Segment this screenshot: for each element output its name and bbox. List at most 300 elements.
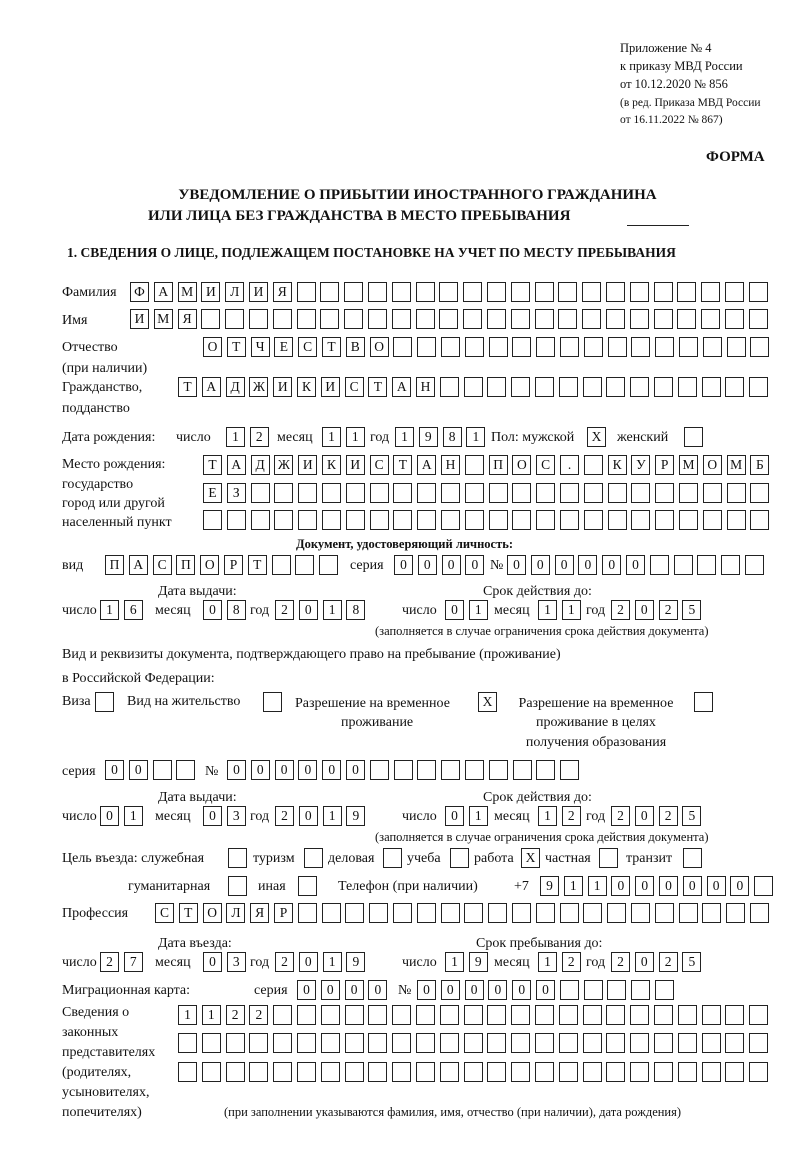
profession-char-box[interactable] — [655, 903, 674, 923]
citizenship-char-box[interactable] — [464, 377, 483, 397]
birthplace1-char-box[interactable]: П — [489, 455, 508, 475]
name-char-box[interactable] — [654, 309, 673, 329]
sex-male-checkbox[interactable]: X — [587, 427, 606, 447]
profession-char-box[interactable]: Я — [250, 903, 269, 923]
surname-char-box[interactable]: И — [201, 282, 220, 302]
name-char-box[interactable]: М — [154, 309, 173, 329]
reps1-char-box[interactable]: 2 — [226, 1005, 245, 1025]
birthplace1-char-box[interactable]: М — [679, 455, 698, 475]
profession-char-box[interactable] — [583, 903, 602, 923]
birthplace3-char-box[interactable] — [251, 510, 270, 530]
rd-valid-day-char-box[interactable]: 1 — [469, 806, 488, 826]
birthplace2-char-box[interactable] — [370, 483, 389, 503]
birthplace1-char-box[interactable]: К — [608, 455, 627, 475]
birthplace1-char-box[interactable]: У — [631, 455, 650, 475]
name-char-box[interactable] — [416, 309, 435, 329]
reps3-char-box[interactable] — [702, 1062, 721, 1082]
birthplace3-char-box[interactable] — [560, 510, 579, 530]
reps3-char-box[interactable] — [368, 1062, 387, 1082]
birthplace1-char-box[interactable]: Б — [750, 455, 769, 475]
birthplace3-char-box[interactable] — [370, 510, 389, 530]
stay-year-char-box[interactable]: 0 — [635, 952, 654, 972]
name-char-box[interactable] — [225, 309, 244, 329]
id-valid-year-char-box[interactable]: 2 — [659, 600, 678, 620]
birth-year-char-box[interactable]: 1 — [466, 427, 485, 447]
patronymic-char-box[interactable]: О — [203, 337, 222, 357]
profession-char-box[interactable] — [393, 903, 412, 923]
profession-char-box[interactable] — [726, 903, 745, 923]
birthplace1-char-box[interactable]: А — [417, 455, 436, 475]
birthplace3-char-box[interactable] — [227, 510, 246, 530]
reps1-char-box[interactable] — [725, 1005, 744, 1025]
reps1-char-box[interactable] — [583, 1005, 602, 1025]
mc-number-char-box[interactable] — [655, 980, 674, 1000]
birth-year-char-box[interactable]: 8 — [443, 427, 462, 447]
citizenship-char-box[interactable] — [678, 377, 697, 397]
birthplace1-char-box[interactable]: О — [703, 455, 722, 475]
reps1-char-box[interactable] — [321, 1005, 340, 1025]
reps2-char-box[interactable] — [345, 1033, 364, 1053]
birthplace2-char-box[interactable] — [560, 483, 579, 503]
id-issue-year-char-box[interactable]: 0 — [299, 600, 318, 620]
surname-char-box[interactable] — [654, 282, 673, 302]
surname-char-box[interactable] — [677, 282, 696, 302]
reps2-char-box[interactable] — [749, 1033, 768, 1053]
profession-char-box[interactable] — [369, 903, 388, 923]
patronymic-char-box[interactable] — [393, 337, 412, 357]
citizenship-char-box[interactable] — [583, 377, 602, 397]
surname-char-box[interactable] — [368, 282, 387, 302]
name-char-box[interactable] — [749, 309, 768, 329]
surname-char-box[interactable]: И — [249, 282, 268, 302]
patronymic-char-box[interactable]: Т — [227, 337, 246, 357]
reps2-char-box[interactable] — [202, 1033, 221, 1053]
id-number-char-box[interactable] — [650, 555, 669, 575]
birthplace2-char-box[interactable] — [298, 483, 317, 503]
id-valid-day-char-box[interactable]: 0 — [445, 600, 464, 620]
mc-number-char-box[interactable]: 0 — [488, 980, 507, 1000]
name-char-box[interactable] — [297, 309, 316, 329]
birth-year-char-box[interactable]: 9 — [419, 427, 438, 447]
rd-number-char-box[interactable]: 0 — [227, 760, 246, 780]
birthplace3-char-box[interactable] — [417, 510, 436, 530]
profession-char-box[interactable] — [750, 903, 769, 923]
rd-valid-year-char-box[interactable]: 0 — [635, 806, 654, 826]
reps3-char-box[interactable] — [297, 1062, 316, 1082]
birth-day-char-box[interactable]: 1 — [226, 427, 245, 447]
id-valid-year-char-box[interactable]: 5 — [682, 600, 701, 620]
reps1-char-box[interactable]: 1 — [202, 1005, 221, 1025]
patronymic-char-box[interactable] — [703, 337, 722, 357]
citizenship-char-box[interactable] — [559, 377, 578, 397]
rd-valid-year-char-box[interactable]: 2 — [659, 806, 678, 826]
citizenship-char-box[interactable]: Ж — [249, 377, 268, 397]
id-valid-month-char-box[interactable]: 1 — [562, 600, 581, 620]
birthplace1-char-box[interactable] — [465, 455, 484, 475]
patronymic-char-box[interactable] — [465, 337, 484, 357]
rd-issue-month-char-box[interactable]: 3 — [227, 806, 246, 826]
profession-char-box[interactable]: Р — [274, 903, 293, 923]
citizenship-char-box[interactable]: Т — [178, 377, 197, 397]
profession-char-box[interactable] — [536, 903, 555, 923]
stay-year-char-box[interactable]: 2 — [611, 952, 630, 972]
rd-valid-month-char-box[interactable]: 1 — [538, 806, 557, 826]
id-kind-char-box[interactable]: С — [153, 555, 172, 575]
reps3-char-box[interactable] — [487, 1062, 506, 1082]
birthplace2-char-box[interactable] — [322, 483, 341, 503]
profession-char-box[interactable] — [679, 903, 698, 923]
birthplace2-char-box[interactable] — [631, 483, 650, 503]
birthplace3-char-box[interactable] — [608, 510, 627, 530]
surname-char-box[interactable]: Я — [273, 282, 292, 302]
p-service-checkbox[interactable] — [228, 848, 247, 868]
patronymic-char-box[interactable] — [655, 337, 674, 357]
p-other-checkbox[interactable] — [298, 876, 317, 896]
reps3-char-box[interactable] — [178, 1062, 197, 1082]
mc-number-char-box[interactable] — [560, 980, 579, 1000]
p-transit-checkbox[interactable] — [683, 848, 702, 868]
citizenship-char-box[interactable] — [725, 377, 744, 397]
citizenship-char-box[interactable] — [535, 377, 554, 397]
profession-char-box[interactable] — [560, 903, 579, 923]
phone-char-box[interactable] — [754, 876, 773, 896]
reps2-char-box[interactable] — [273, 1033, 292, 1053]
birth-day-char-box[interactable]: 2 — [250, 427, 269, 447]
reps3-char-box[interactable] — [392, 1062, 411, 1082]
p-study-checkbox[interactable] — [450, 848, 469, 868]
rd-number-char-box[interactable] — [489, 760, 508, 780]
reps1-char-box[interactable] — [702, 1005, 721, 1025]
reps1-char-box[interactable] — [654, 1005, 673, 1025]
birthplace2-char-box[interactable] — [703, 483, 722, 503]
reps2-char-box[interactable] — [249, 1033, 268, 1053]
birthplace2-char-box[interactable] — [274, 483, 293, 503]
rd-series-char-box[interactable]: 0 — [105, 760, 124, 780]
birth-year-char-box[interactable]: 1 — [395, 427, 414, 447]
entry-year-char-box[interactable]: 9 — [346, 952, 365, 972]
birthplace1-char-box[interactable]: Ж — [274, 455, 293, 475]
name-char-box[interactable] — [606, 309, 625, 329]
birthplace1-char-box[interactable]: С — [370, 455, 389, 475]
mc-series-char-box[interactable]: 0 — [368, 980, 387, 1000]
birthplace1-char-box[interactable]: И — [346, 455, 365, 475]
reps3-char-box[interactable] — [535, 1062, 554, 1082]
reps1-char-box[interactable] — [487, 1005, 506, 1025]
patronymic-char-box[interactable] — [608, 337, 627, 357]
mc-series-char-box[interactable]: 0 — [297, 980, 316, 1000]
rd-number-char-box[interactable] — [536, 760, 555, 780]
reps2-char-box[interactable] — [226, 1033, 245, 1053]
mc-number-char-box[interactable]: 0 — [536, 980, 555, 1000]
name-char-box[interactable] — [273, 309, 292, 329]
surname-char-box[interactable] — [463, 282, 482, 302]
id-series-char-box[interactable]: 0 — [442, 555, 461, 575]
id-valid-month-char-box[interactable]: 1 — [538, 600, 557, 620]
reps2-char-box[interactable] — [606, 1033, 625, 1053]
profession-char-box[interactable] — [631, 903, 650, 923]
reps2-char-box[interactable] — [464, 1033, 483, 1053]
birthplace3-char-box[interactable] — [655, 510, 674, 530]
rd-issue-year-char-box[interactable]: 0 — [299, 806, 318, 826]
entry-year-char-box[interactable]: 1 — [323, 952, 342, 972]
rd-series-char-box[interactable] — [153, 760, 172, 780]
phone-char-box[interactable]: 1 — [588, 876, 607, 896]
birthplace3-char-box[interactable] — [393, 510, 412, 530]
reps3-char-box[interactable] — [226, 1062, 245, 1082]
id-kind-char-box[interactable]: А — [129, 555, 148, 575]
stay-day-char-box[interactable]: 9 — [469, 952, 488, 972]
patronymic-char-box[interactable] — [441, 337, 460, 357]
reps1-char-box[interactable] — [273, 1005, 292, 1025]
rd-issue-month-char-box[interactable]: 0 — [203, 806, 222, 826]
surname-char-box[interactable]: Л — [225, 282, 244, 302]
id-number-char-box[interactable]: 0 — [602, 555, 621, 575]
citizenship-char-box[interactable]: И — [321, 377, 340, 397]
birthplace1-char-box[interactable]: А — [227, 455, 246, 475]
id-number-char-box[interactable]: 0 — [555, 555, 574, 575]
rd-number-char-box[interactable] — [465, 760, 484, 780]
mc-series-char-box[interactable]: 0 — [321, 980, 340, 1000]
id-kind-char-box[interactable] — [319, 555, 338, 575]
profession-char-box[interactable] — [464, 903, 483, 923]
reps3-char-box[interactable] — [321, 1062, 340, 1082]
stay-month-char-box[interactable]: 2 — [562, 952, 581, 972]
birthplace2-char-box[interactable] — [679, 483, 698, 503]
rd-issue-year-char-box[interactable]: 9 — [346, 806, 365, 826]
name-char-box[interactable] — [439, 309, 458, 329]
p-tourism-checkbox[interactable] — [304, 848, 323, 868]
citizenship-char-box[interactable] — [606, 377, 625, 397]
profession-char-box[interactable]: Л — [226, 903, 245, 923]
id-series-char-box[interactable]: 0 — [394, 555, 413, 575]
reps1-char-box[interactable] — [630, 1005, 649, 1025]
patronymic-char-box[interactable]: Е — [274, 337, 293, 357]
birthplace2-char-box[interactable] — [489, 483, 508, 503]
id-kind-char-box[interactable]: О — [200, 555, 219, 575]
reps1-char-box[interactable] — [749, 1005, 768, 1025]
profession-char-box[interactable]: О — [203, 903, 222, 923]
id-issue-day-char-box[interactable]: 1 — [100, 600, 119, 620]
p-humanitarian-checkbox[interactable] — [228, 876, 247, 896]
stay-year-char-box[interactable]: 5 — [682, 952, 701, 972]
name-char-box[interactable] — [392, 309, 411, 329]
patronymic-char-box[interactable] — [536, 337, 555, 357]
surname-char-box[interactable] — [511, 282, 530, 302]
rd-number-char-box[interactable] — [370, 760, 389, 780]
birth-month-char-box[interactable]: 1 — [346, 427, 365, 447]
id-kind-char-box[interactable]: П — [105, 555, 124, 575]
reps1-char-box[interactable] — [392, 1005, 411, 1025]
birthplace2-char-box[interactable]: З — [227, 483, 246, 503]
birthplace3-char-box[interactable] — [584, 510, 603, 530]
birthplace1-char-box[interactable]: О — [512, 455, 531, 475]
reps2-char-box[interactable] — [559, 1033, 578, 1053]
birthplace3-char-box[interactable] — [727, 510, 746, 530]
reps2-char-box[interactable] — [725, 1033, 744, 1053]
rd-number-char-box[interactable]: 0 — [346, 760, 365, 780]
birthplace1-char-box[interactable] — [584, 455, 603, 475]
reps2-char-box[interactable] — [368, 1033, 387, 1053]
reps2-char-box[interactable] — [702, 1033, 721, 1053]
birthplace3-char-box[interactable] — [750, 510, 769, 530]
rd-number-char-box[interactable]: 0 — [322, 760, 341, 780]
id-number-char-box[interactable]: 0 — [531, 555, 550, 575]
id-valid-year-char-box[interactable]: 2 — [611, 600, 630, 620]
rd-number-char-box[interactable]: 0 — [298, 760, 317, 780]
rd-number-char-box[interactable]: 0 — [275, 760, 294, 780]
patronymic-char-box[interactable] — [750, 337, 769, 357]
entry-month-char-box[interactable]: 3 — [227, 952, 246, 972]
reps1-char-box[interactable] — [416, 1005, 435, 1025]
id-kind-char-box[interactable]: Р — [224, 555, 243, 575]
birthplace3-char-box[interactable] — [322, 510, 341, 530]
reps2-char-box[interactable] — [583, 1033, 602, 1053]
mc-number-char-box[interactable]: 0 — [441, 980, 460, 1000]
id-valid-year-char-box[interactable]: 0 — [635, 600, 654, 620]
stay-month-char-box[interactable]: 1 — [538, 952, 557, 972]
name-char-box[interactable]: Я — [178, 309, 197, 329]
reps1-char-box[interactable] — [368, 1005, 387, 1025]
mc-number-char-box[interactable] — [607, 980, 626, 1000]
phone-char-box[interactable]: 9 — [540, 876, 559, 896]
phone-char-box[interactable]: 0 — [635, 876, 654, 896]
birthplace3-char-box[interactable] — [298, 510, 317, 530]
citizenship-char-box[interactable]: Н — [416, 377, 435, 397]
name-char-box[interactable] — [725, 309, 744, 329]
entry-day-char-box[interactable]: 2 — [100, 952, 119, 972]
profession-char-box[interactable] — [488, 903, 507, 923]
reps1-char-box[interactable] — [606, 1005, 625, 1025]
birthplace1-char-box[interactable]: Т — [203, 455, 222, 475]
patronymic-char-box[interactable]: О — [370, 337, 389, 357]
citizenship-char-box[interactable]: Д — [226, 377, 245, 397]
reps3-char-box[interactable] — [654, 1062, 673, 1082]
reps1-char-box[interactable]: 2 — [249, 1005, 268, 1025]
reps3-char-box[interactable] — [630, 1062, 649, 1082]
p-private-checkbox[interactable] — [599, 848, 618, 868]
entry-year-char-box[interactable]: 2 — [275, 952, 294, 972]
birthplace1-char-box[interactable]: К — [322, 455, 341, 475]
reps2-char-box[interactable] — [416, 1033, 435, 1053]
reps2-char-box[interactable] — [511, 1033, 530, 1053]
reps2-char-box[interactable] — [321, 1033, 340, 1053]
reps1-char-box[interactable] — [297, 1005, 316, 1025]
name-char-box[interactable] — [511, 309, 530, 329]
birthplace2-char-box[interactable] — [727, 483, 746, 503]
phone-char-box[interactable]: 0 — [683, 876, 702, 896]
birth-month-char-box[interactable]: 1 — [322, 427, 341, 447]
reps3-char-box[interactable] — [440, 1062, 459, 1082]
name-char-box[interactable] — [463, 309, 482, 329]
rd-issue-day-char-box[interactable]: 1 — [124, 806, 143, 826]
id-number-char-box[interactable]: 0 — [578, 555, 597, 575]
id-number-char-box[interactable] — [697, 555, 716, 575]
id-issue-month-char-box[interactable]: 8 — [227, 600, 246, 620]
id-kind-char-box[interactable]: Т — [248, 555, 267, 575]
reps2-char-box[interactable] — [654, 1033, 673, 1053]
reps2-char-box[interactable] — [297, 1033, 316, 1053]
birthplace3-char-box[interactable] — [489, 510, 508, 530]
citizenship-char-box[interactable] — [630, 377, 649, 397]
rd-issue-year-char-box[interactable]: 1 — [323, 806, 342, 826]
name-char-box[interactable]: И — [130, 309, 149, 329]
reps3-char-box[interactable] — [416, 1062, 435, 1082]
rd-number-char-box[interactable] — [513, 760, 532, 780]
reps2-char-box[interactable] — [630, 1033, 649, 1053]
citizenship-char-box[interactable] — [511, 377, 530, 397]
name-char-box[interactable] — [630, 309, 649, 329]
patronymic-char-box[interactable]: Ч — [251, 337, 270, 357]
birthplace3-char-box[interactable] — [274, 510, 293, 530]
patronymic-char-box[interactable]: В — [346, 337, 365, 357]
birthplace3-char-box[interactable] — [536, 510, 555, 530]
id-valid-day-char-box[interactable]: 1 — [469, 600, 488, 620]
birthplace2-char-box[interactable] — [536, 483, 555, 503]
reps3-char-box[interactable] — [202, 1062, 221, 1082]
id-number-char-box[interactable]: 0 — [626, 555, 645, 575]
birthplace2-char-box[interactable] — [512, 483, 531, 503]
rd-issue-day-char-box[interactable]: 0 — [100, 806, 119, 826]
rd-series-char-box[interactable] — [176, 760, 195, 780]
name-char-box[interactable] — [535, 309, 554, 329]
birthplace1-char-box[interactable]: . — [560, 455, 579, 475]
patronymic-char-box[interactable] — [631, 337, 650, 357]
reps3-char-box[interactable] — [678, 1062, 697, 1082]
surname-char-box[interactable] — [320, 282, 339, 302]
p-business-checkbox[interactable] — [383, 848, 402, 868]
patronymic-char-box[interactable]: Т — [322, 337, 341, 357]
rd-number-char-box[interactable] — [394, 760, 413, 780]
profession-char-box[interactable]: С — [155, 903, 174, 923]
patronymic-char-box[interactable] — [584, 337, 603, 357]
birthplace1-char-box[interactable]: М — [727, 455, 746, 475]
mc-number-char-box[interactable] — [631, 980, 650, 1000]
name-char-box[interactable] — [320, 309, 339, 329]
rd-issue-year-char-box[interactable]: 2 — [275, 806, 294, 826]
birthplace2-char-box[interactable] — [417, 483, 436, 503]
birthplace2-char-box[interactable] — [584, 483, 603, 503]
birthplace3-char-box[interactable] — [346, 510, 365, 530]
birthplace2-char-box[interactable] — [393, 483, 412, 503]
id-kind-char-box[interactable] — [272, 555, 291, 575]
name-char-box[interactable] — [677, 309, 696, 329]
profession-char-box[interactable] — [702, 903, 721, 923]
reps2-char-box[interactable] — [392, 1033, 411, 1053]
name-char-box[interactable] — [701, 309, 720, 329]
birthplace3-char-box[interactable] — [203, 510, 222, 530]
rd-number-char-box[interactable] — [441, 760, 460, 780]
profession-char-box[interactable] — [322, 903, 341, 923]
rd-valid-month-char-box[interactable]: 2 — [562, 806, 581, 826]
surname-char-box[interactable] — [416, 282, 435, 302]
id-issue-year-char-box[interactable]: 2 — [275, 600, 294, 620]
reps1-char-box[interactable] — [559, 1005, 578, 1025]
surname-char-box[interactable] — [535, 282, 554, 302]
birthplace2-char-box[interactable] — [346, 483, 365, 503]
surname-char-box[interactable] — [392, 282, 411, 302]
rd-valid-year-char-box[interactable]: 5 — [682, 806, 701, 826]
temp-res-checkbox[interactable]: X — [478, 692, 497, 712]
id-kind-char-box[interactable] — [295, 555, 314, 575]
id-issue-day-char-box[interactable]: 6 — [124, 600, 143, 620]
name-char-box[interactable] — [582, 309, 601, 329]
patronymic-char-box[interactable] — [560, 337, 579, 357]
citizenship-char-box[interactable]: С — [345, 377, 364, 397]
rd-series-char-box[interactable]: 0 — [129, 760, 148, 780]
surname-char-box[interactable] — [701, 282, 720, 302]
birthplace1-char-box[interactable]: С — [536, 455, 555, 475]
phone-char-box[interactable]: 1 — [564, 876, 583, 896]
